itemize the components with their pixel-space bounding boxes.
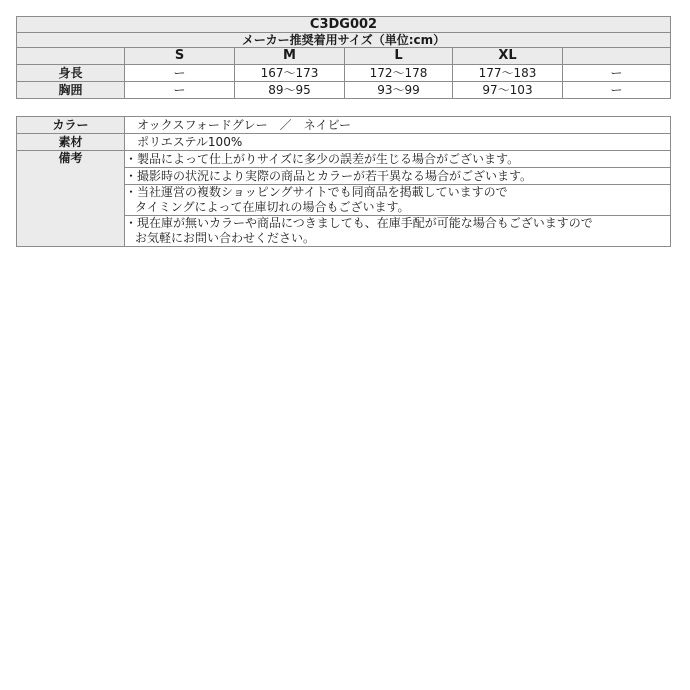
table-row	[17, 65, 671, 82]
size-header-extra	[563, 48, 671, 65]
remark-line: ・現在庫が無いカラーや商品につきましても、在庫手配が可能な場合もございますので	[125, 216, 593, 230]
remark-line: ・当社運営の複数ショッピングサイトでも同商品を掲載していますので	[125, 185, 508, 199]
remark-line: ・製品によって仕上がりサイズに多少の誤差が生じる場合がございます。	[125, 151, 520, 166]
size-chart-subtitle: メーカー推奨着用サイズ（単位:cm）	[17, 33, 671, 48]
material-label: 素材	[17, 134, 125, 151]
table-cell: 172～178	[345, 65, 453, 82]
remark-line: タイミングによって在庫切れの場合もございます。	[135, 200, 410, 214]
remark-item	[125, 185, 671, 216]
size-header-m: M	[235, 48, 345, 65]
row-label-chest: 胸囲	[17, 82, 125, 99]
product-info-table	[16, 116, 671, 247]
row-label-height: 身長	[17, 65, 125, 82]
table-cell: ー	[125, 82, 235, 99]
table-cell: 93～99	[345, 82, 453, 99]
remarks-label: 備考	[17, 151, 125, 247]
table-cell: ー	[563, 65, 671, 82]
material-value: ポリエステル100%	[125, 134, 671, 151]
size-header-xl: XL	[453, 48, 563, 65]
table-cell: 167～173	[235, 65, 345, 82]
remark-item	[125, 216, 671, 247]
product-code: C3DG002	[17, 17, 671, 33]
table-cell: ー	[125, 65, 235, 82]
table-row	[17, 82, 671, 99]
remark-line: ・撮影時の状況により実際の商品とカラーが若干異なる場合がございます。	[125, 168, 533, 183]
size-header-s: S	[125, 48, 235, 65]
color-label: カラー	[17, 117, 125, 134]
table-cell: 177～183	[453, 65, 563, 82]
size-chart-table	[16, 16, 671, 99]
remark-item	[125, 151, 671, 168]
remark-line: お気軽にお問い合わせください。	[135, 231, 316, 245]
table-cell: 97～103	[453, 82, 563, 99]
table-cell: ー	[563, 82, 671, 99]
color-value: オックスフォードグレー ／ ネイビー	[125, 117, 671, 134]
size-header-corner	[17, 48, 125, 65]
table-cell: 89～95	[235, 82, 345, 99]
remark-item	[125, 168, 671, 185]
size-header-l: L	[345, 48, 453, 65]
